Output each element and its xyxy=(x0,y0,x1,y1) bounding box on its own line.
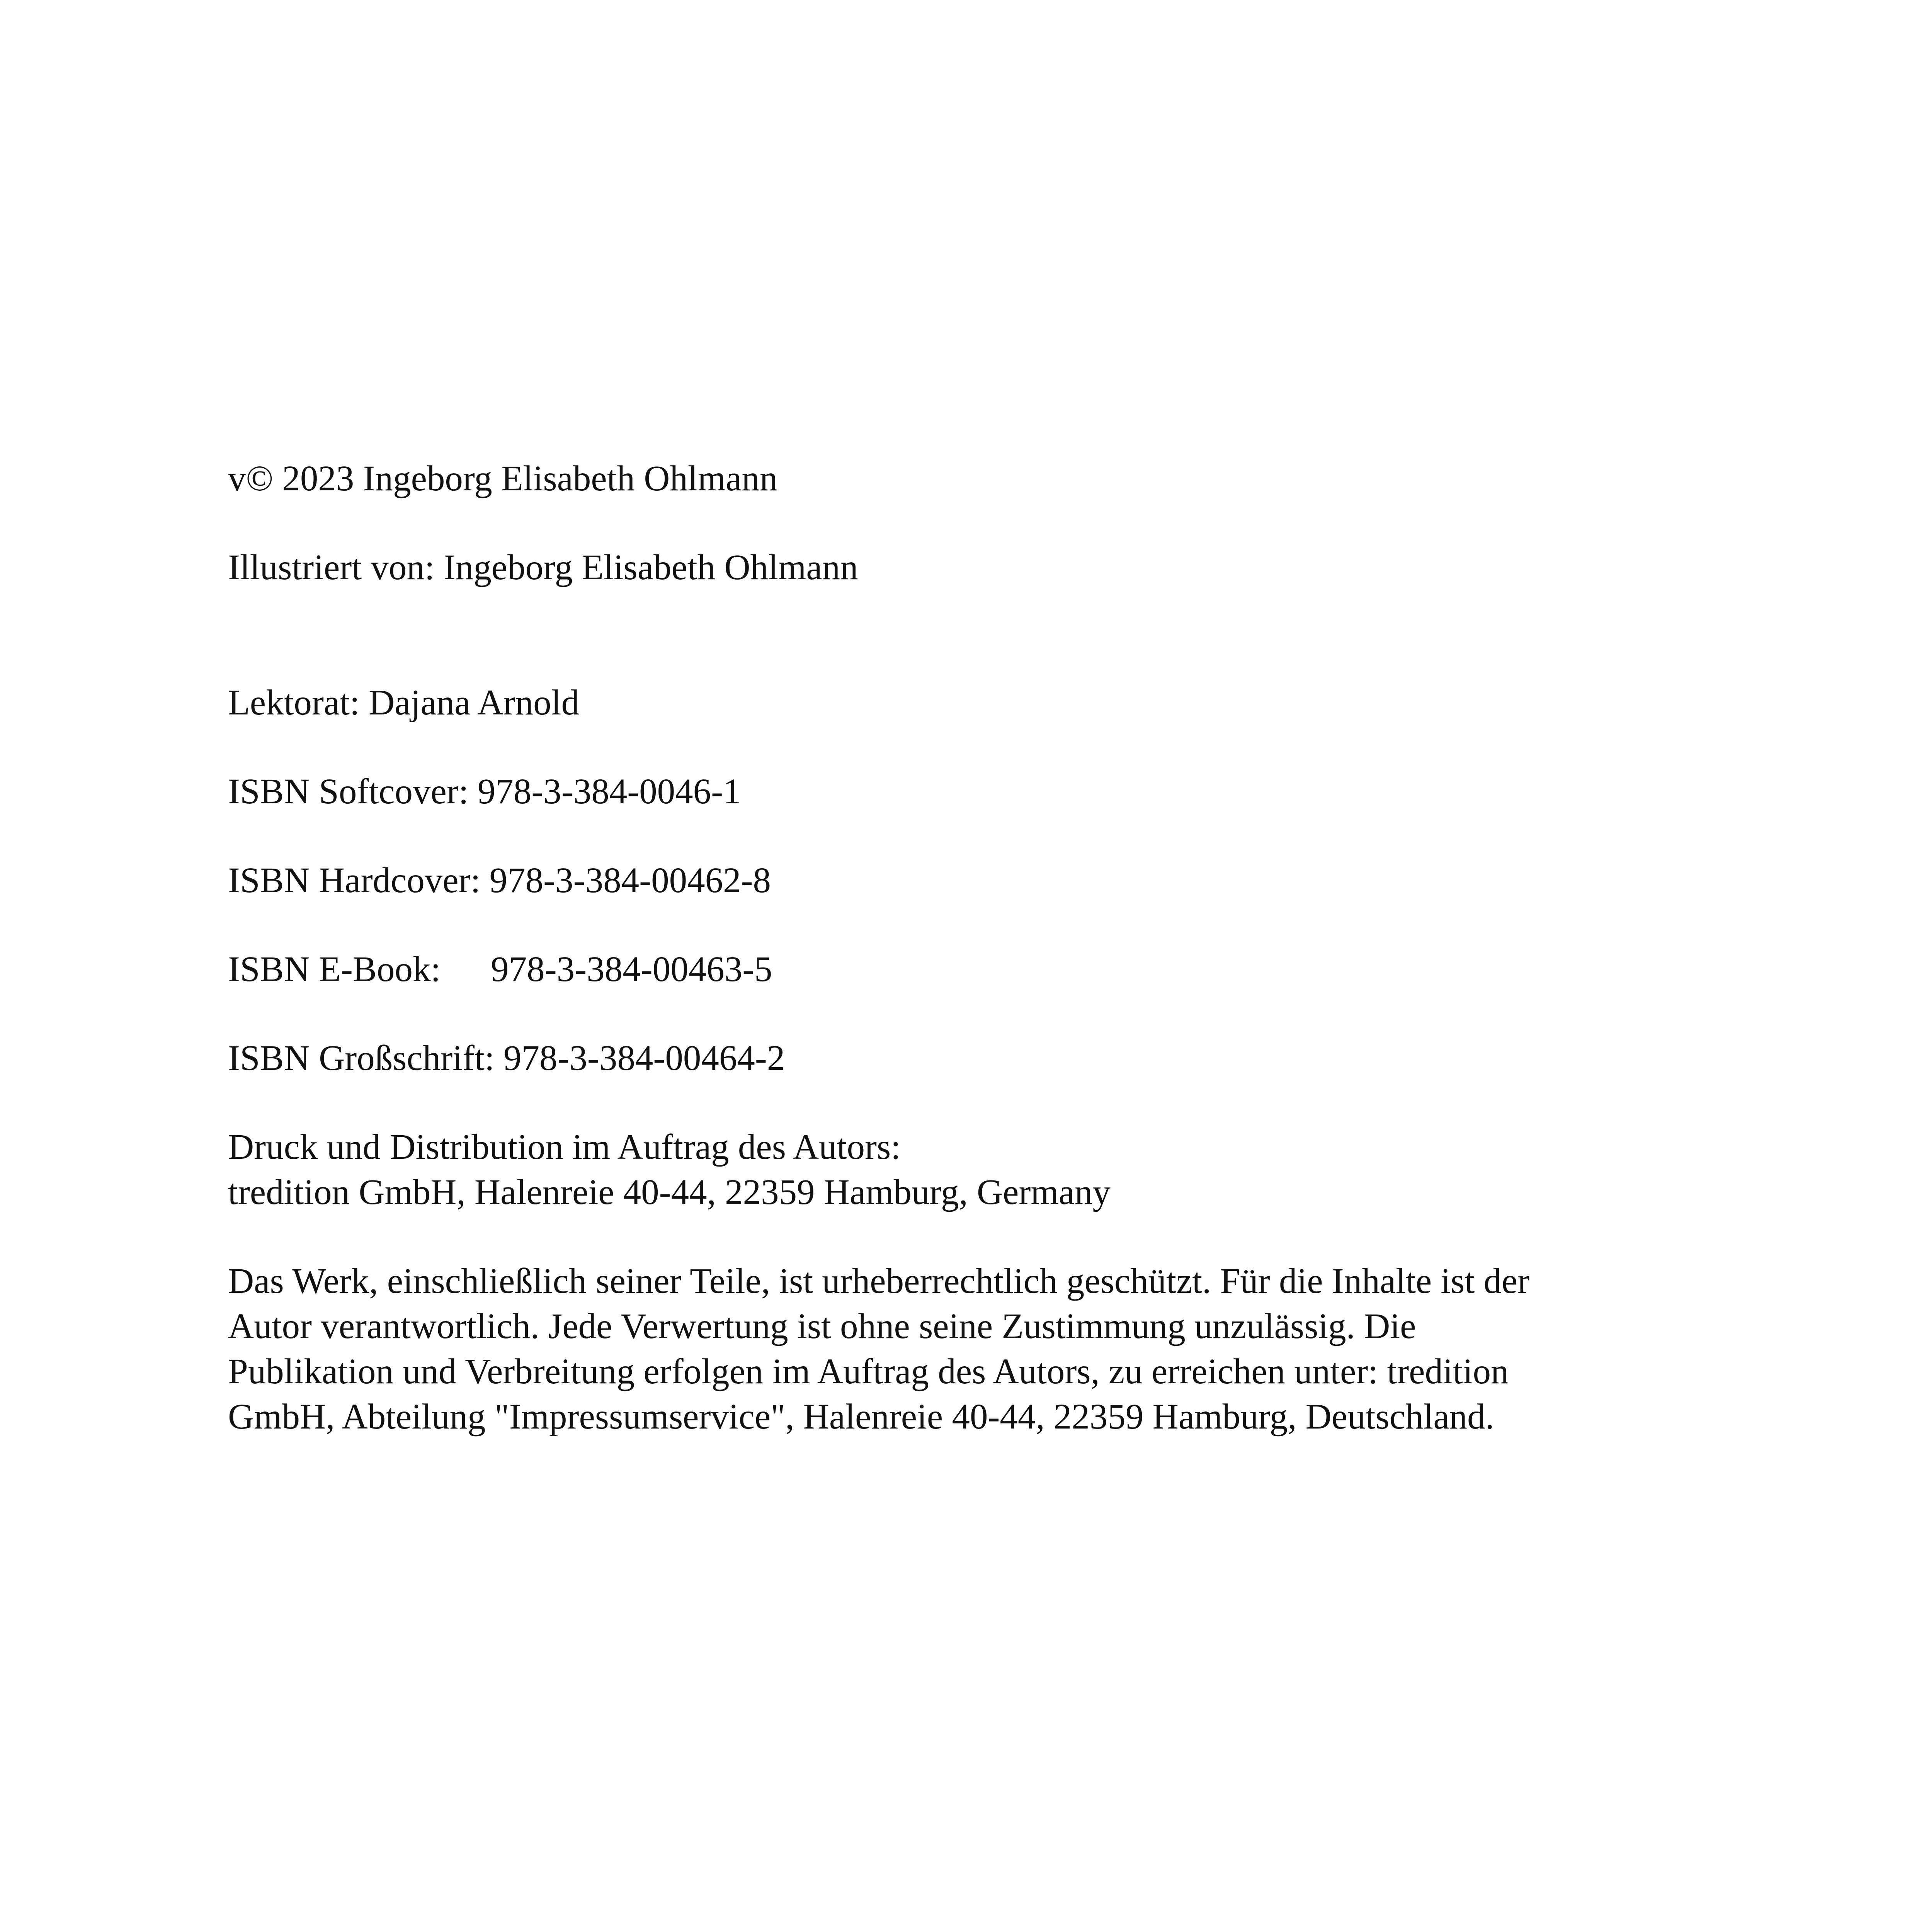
illustrator-line: Illustriert von: Ingeborg Elisabeth Ohlmann xyxy=(228,548,858,587)
legal-notice-line-1: Das Werk, einschließlich seiner Teile, ist urheberrechtlich geschützt. Für die Inhalte ist der xyxy=(228,1261,1530,1301)
isbn-hardcover-line: ISBN Hardcover: 978-3-384-00462-8 xyxy=(228,861,771,900)
legal-notice-line-2: Autor verantwortlich. Jede Verwertung ist ohne seine Zustimmung unzulässig. Die xyxy=(228,1306,1416,1346)
isbn-ebook-line xyxy=(228,947,1696,992)
copyright-line: v© 2023 Ingeborg Elisabeth Ohlmann xyxy=(228,459,778,498)
isbn-ebook-label: ISBN E-Book: xyxy=(228,949,441,989)
isbn-ebook-value: 978-3-384-00463-5 xyxy=(491,949,772,989)
imprint-section xyxy=(228,456,1696,1439)
legal-notice-block xyxy=(228,1259,1696,1439)
legal-notice-line-3: Publikation und Verbreitung erfolgen im Auftrag des Autors, zu erreichen unter: tredition xyxy=(228,1352,1509,1391)
legal-notice-line-4: GmbH, Abteilung "Impressumservice", Halenreie 40-44, 22359 Hamburg, Deutschland. xyxy=(228,1397,1494,1437)
editor-line: Lektorat: Dajana Arnold xyxy=(228,683,580,723)
isbn-large-print-line: ISBN Großschrift: 978-3-384-00464-2 xyxy=(228,1038,785,1078)
isbn-softcover-line: ISBN Softcover: 978-3-384-0046-1 xyxy=(228,772,741,811)
distribution-block xyxy=(228,1124,1696,1215)
distribution-line-1: Druck und Distribution im Auftrag des Autors: xyxy=(228,1127,901,1167)
distribution-line-2: tredition GmbH, Halenreie 40-44, 22359 Hamburg, Germany xyxy=(228,1172,1111,1212)
